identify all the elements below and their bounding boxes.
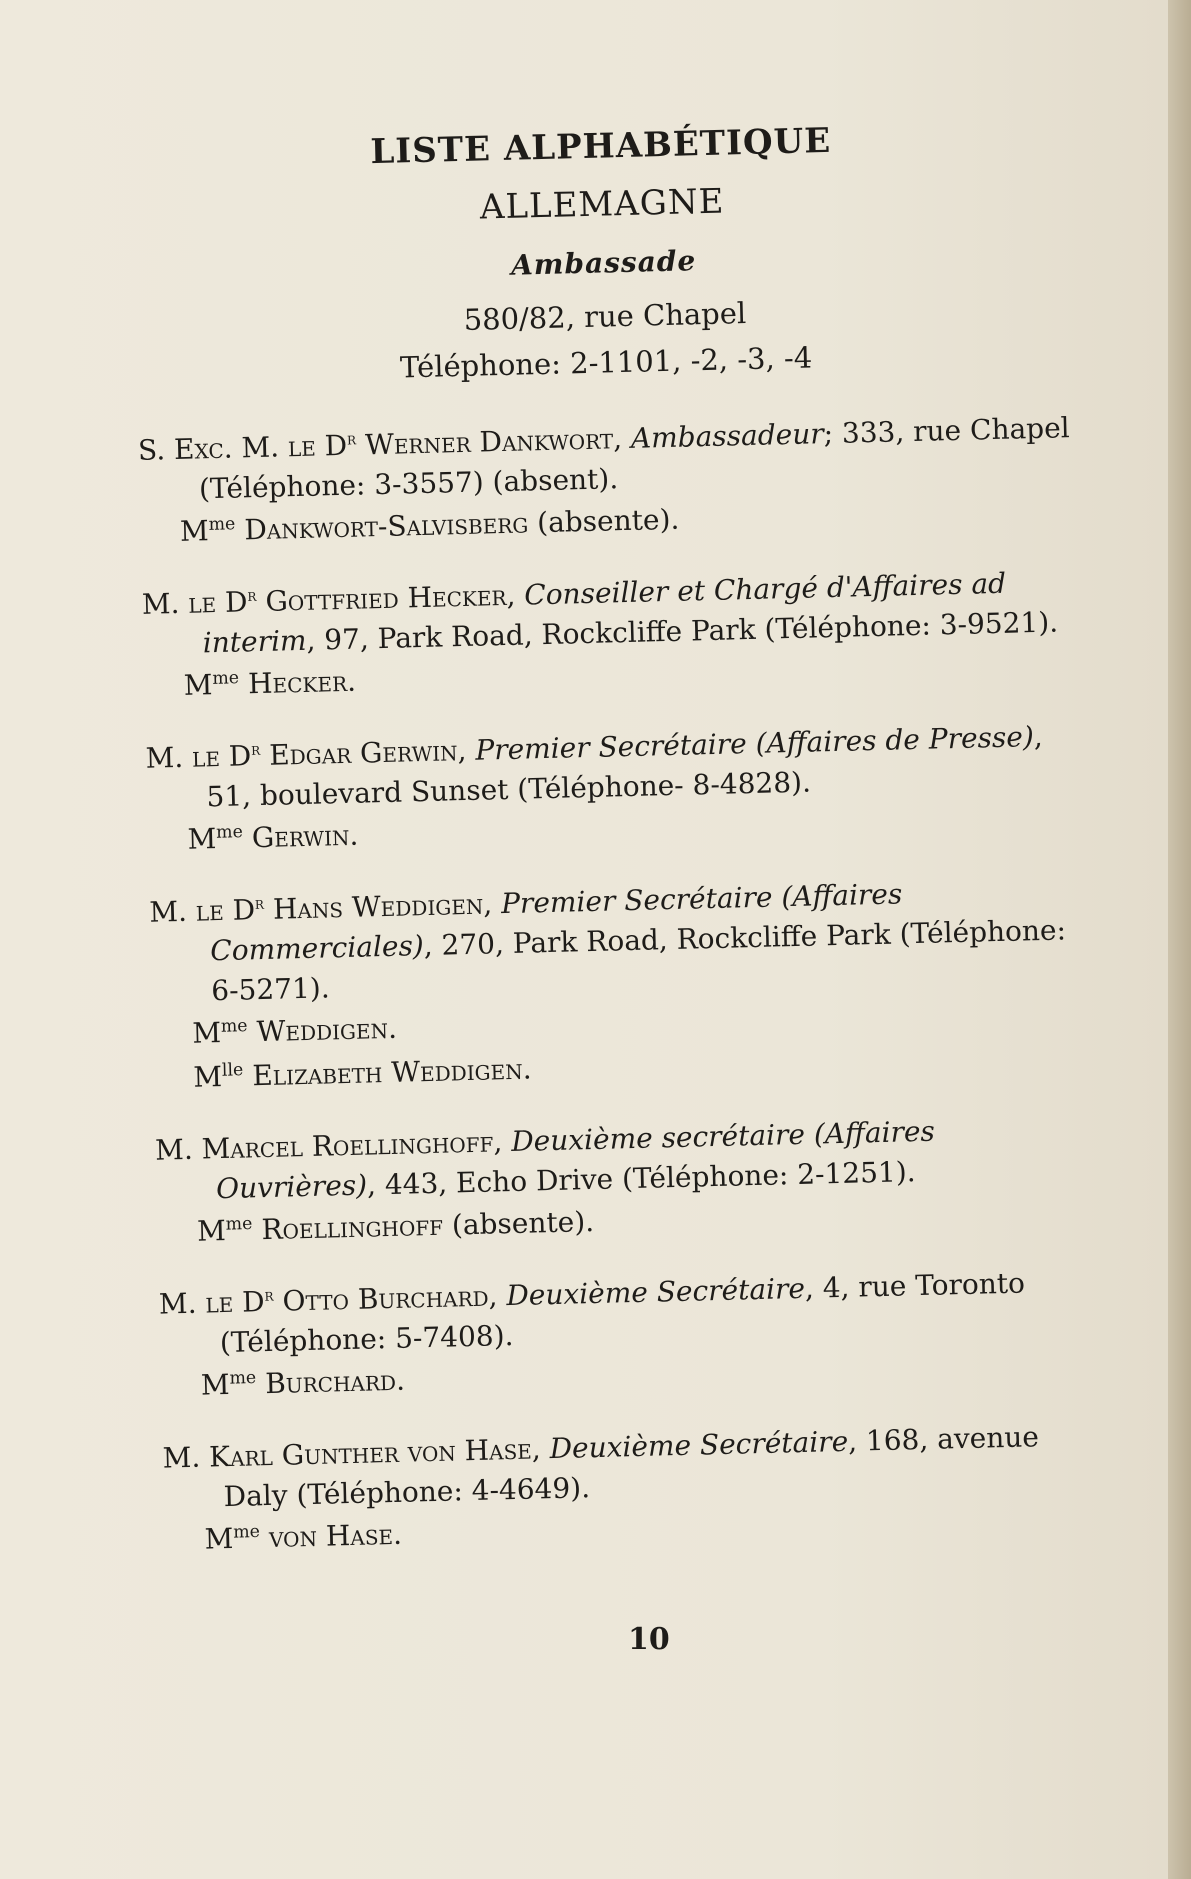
staff-details: , 270, Park Road, Rockcliffe Park (Téléphone: 6-5271). [210, 913, 1067, 1008]
staff-prefix: M. [154, 1132, 194, 1167]
spouse-title: M [200, 1367, 230, 1402]
staff-role: Premier Secrétaire (Affaires Commerciales) [209, 877, 903, 968]
staff-line: M. le $D^r$ Gottfried Hecker, Conseiller et Chargé d'Affaires ad interim, 97, Park Road, Rockcliffe Park (Téléphone: 3-9521). [141, 566, 1059, 660]
staff-role: Premier Secrétaire (Affaires de Presse) [474, 720, 1035, 767]
spouse-note: . [348, 818, 359, 852]
page-number: 10 [628, 1622, 670, 1657]
staff-prefix: M. le D [141, 585, 248, 621]
staff-entry [138, 408, 1081, 555]
staff-role: Ambassadeur [630, 417, 825, 455]
staff-name: Marcel Roellinghoff [201, 1125, 494, 1166]
staff-prefix-sup: r [254, 893, 265, 914]
spouse-title: M [196, 1213, 227, 1248]
staff-name: Karl Gunther von Hase [208, 1432, 533, 1474]
staff-entry [145, 716, 1088, 863]
staff-details: , 168, avenue Daly (Téléphone: 4-4649). [223, 1420, 1040, 1514]
staff-details: , 443, Echo Drive (Téléphone: 2-1251). [366, 1155, 916, 1202]
spouse-title-sup: me [208, 514, 236, 535]
spouse-name: Roellinghoff [261, 1208, 444, 1247]
spouse-title-sup: me [220, 1016, 248, 1037]
staff-prefix-sup: r [247, 585, 257, 606]
list-title: LISTE ALPHABÉTIQUE [369, 120, 832, 173]
spouse-title-sup: me [215, 822, 244, 843]
spouse-title-sup: me [232, 1521, 261, 1543]
staff-entry [155, 1108, 1098, 1255]
staff-prefix: M. le D [145, 739, 252, 775]
staff-entry [162, 1416, 1105, 1563]
spouse-title-sup: me [229, 1367, 257, 1389]
staff-line: M. le $D^r$ Otto Burchard, Deuxième Secrétaire, 4, rue Toronto (Téléphone: 5-7408). [158, 1266, 1026, 1360]
staff-role: Deuxième Secrétaire [505, 1271, 806, 1313]
staff-line: M. Karl Gunther von Hase, Deuxième Secrétaire, 168, avenue Daly (Téléphone: 4-4649). [162, 1420, 1040, 1514]
spouse-title-sup: me [212, 668, 240, 689]
staff-line: M. le $D^r$ Hans Weddigen, Premier Secrétaire (Affaires Commerciales), 270, Park Road, Rockcliffe Park (Téléphone: 6-5271). [148, 877, 1067, 1008]
staff-prefix: S. Exc. M. le D [137, 428, 348, 467]
staff-prefix-sup: r [264, 1285, 274, 1306]
staff-name: Werner Dankwort [364, 422, 614, 462]
staff-name: Hans Weddigen [272, 887, 484, 926]
staff-role: Conseiller et Chargé d'Affaires ad interim [202, 566, 1007, 660]
spouse-title-sup: me [225, 1214, 253, 1235]
spouse-name: Gerwin [251, 818, 350, 855]
staff-line: S. Exc. M. le $D^r$ Werner Dankwort, Ambassadeur; 333, rue Chapel (Téléphone: 3-3557) (absent). [137, 411, 1071, 506]
staff-entry [149, 870, 1094, 1101]
staff-details: , 51, boulevard Sunset (Téléphone- 8-4828). [206, 719, 1044, 814]
staff-prefix: M. le D [158, 1285, 266, 1321]
staff-details: , 4, rue Toronto (Téléphone: 5-7408). [219, 1266, 1026, 1360]
staff-line: M. Marcel Roellinghoff, Deuxième secrétaire (Affaires Ouvrières), 443, Echo Drive (Téléphone: 2-1251). [154, 1114, 936, 1206]
spouse-note: . [346, 664, 357, 698]
staff-entry [158, 1262, 1101, 1409]
spouse-note: (absente). [527, 502, 680, 540]
staff-prefix: M. [162, 1440, 201, 1475]
staff-prefix: M. le D [148, 893, 256, 929]
spouse-title: M [193, 1060, 223, 1094]
spouse-note: (absente). [442, 1204, 595, 1242]
country-heading: ALLEMAGNE [479, 181, 725, 228]
staff-name: Edgar Gerwin [268, 734, 458, 772]
document-content [130, 97, 1106, 1593]
spouse-name: Weddigen [256, 1011, 389, 1049]
staff-details: ; 333, rue Chapel (Téléphone: 3-3557) (absent). [198, 411, 1071, 506]
staff-line: M. le $D^r$ Edgar Gerwin, Premier Secrétaire (Affaires de Presse), 51, boulevard Sunset (Téléphone- 8-4828). [145, 719, 1044, 814]
embassy-address: 580/82, rue Chapel [463, 296, 747, 337]
spouse-title: M [187, 822, 217, 856]
spouse-name: Dankwort-Salvisberg [243, 506, 529, 547]
staff-role: Deuxième Secrétaire [549, 1424, 849, 1466]
spouse-name: Hecker [247, 664, 348, 701]
spouse-title: M [191, 1016, 222, 1050]
staff-name: Gottfried Hecker [265, 578, 507, 618]
staff-prefix-sup: r [250, 739, 261, 760]
spouse-title: M [183, 668, 213, 702]
spouse-name: Burchard [264, 1363, 397, 1401]
spouse-title: M [179, 514, 210, 548]
spouse-name: Elizabeth Weddigen [251, 1052, 524, 1093]
page-edge [1168, 0, 1191, 1879]
mission-heading: Ambassade [510, 244, 697, 282]
spouse-name: von Hase [268, 1518, 394, 1555]
spouse-title-sup: lle [221, 1060, 244, 1081]
spouse-note: . [522, 1052, 532, 1086]
embassy-telephone: Téléphone: 2-1101, -2, -3, -4 [399, 340, 813, 385]
spouse-note: . [395, 1363, 406, 1397]
staff-name: Otto Burchard [282, 1279, 489, 1318]
spouse-note: . [387, 1011, 398, 1045]
staff-details: , 97, Park Road, Rockcliffe Park (Téléphone: 3-9521). [306, 605, 1059, 657]
staff-role: Deuxième secrétaire (Affaires Ouvrières) [215, 1114, 936, 1206]
staff-list [138, 408, 1105, 1563]
staff-entry [141, 562, 1084, 709]
spouse-title: M [204, 1521, 234, 1556]
staff-prefix-sup: r [346, 429, 357, 450]
spouse-note: . [392, 1517, 403, 1551]
